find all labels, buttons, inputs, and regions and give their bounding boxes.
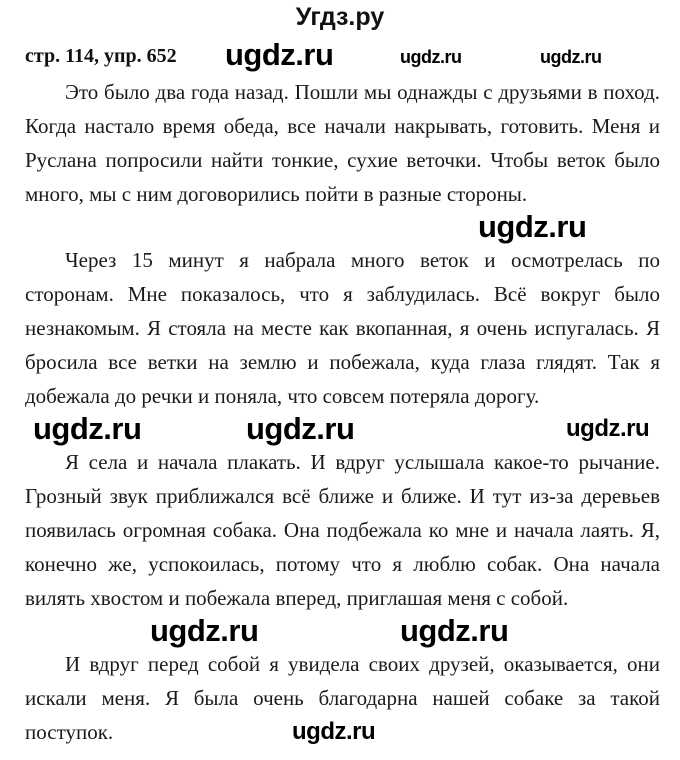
- watermark: ugdz.ru: [150, 613, 259, 648]
- watermark: ugdz.ru: [540, 47, 602, 67]
- text-line: появилась огромная собака. Она подбежала ко мне и начала лаять. Я,: [25, 518, 660, 542]
- watermark: ugdz.ru: [292, 718, 376, 745]
- text-line: добежала до речки и поняла, что совсем потеряла дорогу.: [25, 384, 540, 408]
- text-line: И вдруг перед собой я увидела своих друзей, оказывается, они: [65, 652, 660, 676]
- text-line: Это было два года назад. Пошли мы однажды с друзьями в поход.: [65, 80, 660, 104]
- watermark: ugdz.ru: [478, 209, 587, 244]
- text-line: Руслана попросили найти тонкие, сухие веточки. Чтобы веток было: [25, 148, 660, 172]
- watermark: ugdz.ru: [33, 411, 142, 446]
- text-line: сторонам. Мне показалось, что я заблудилась. Всё вокруг было: [25, 282, 660, 306]
- text-line: Я села и начала плакать. И вдруг услышала какое-то рычание.: [65, 450, 660, 474]
- watermark: ugdz.ru: [566, 415, 650, 442]
- watermark: ugdz.ru: [246, 411, 355, 446]
- site-title: Угдз.ру: [295, 3, 385, 31]
- watermark: ugdz.ru: [400, 47, 462, 67]
- exercise-heading: стр. 114, упр. 652: [25, 45, 177, 67]
- text-line: вилять хвостом и побежала вперед, приглашая меня с собой.: [25, 586, 569, 610]
- watermark: ugdz.ru: [225, 37, 334, 72]
- text-line: Грозный звук приближался всё ближе и ближе. И тут из-за деревьев: [25, 484, 660, 508]
- text-line: незнакомым. Я стояла на месте как вкопанная, я очень испугалась. Я: [25, 316, 660, 340]
- text-line: конечно же, успокоилась, потому что я люблю собак. Она начала: [25, 552, 660, 576]
- text-line: много, мы с ним договорились пойти в разные стороны.: [25, 182, 528, 206]
- text-line: Через 15 минут я набрала много веток и осмотрелась по: [65, 248, 660, 272]
- text-line: искали меня. Я была очень благодарна нашей собаке за такой: [25, 686, 660, 710]
- text-line: поступок.: [25, 720, 114, 744]
- text-line: бросила все ветки на землю и побежала, куда глаза глядят. Так я: [25, 350, 660, 374]
- watermark: ugdz.ru: [400, 613, 509, 648]
- text-line: Когда настало время обеда, все начали накрывать, готовить. Меня и: [25, 114, 660, 138]
